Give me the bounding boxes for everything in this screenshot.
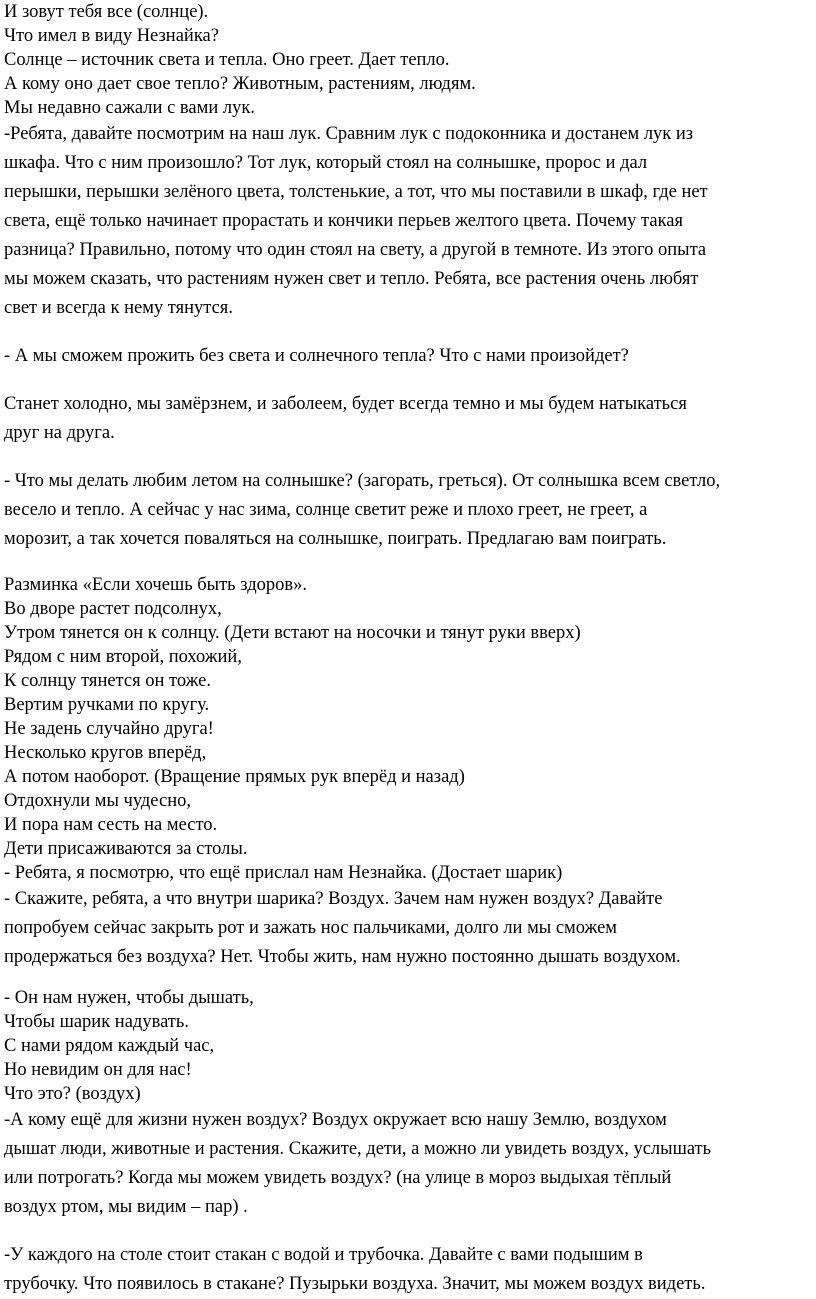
text-line: шкафа. Что с ним произошло? Тот лук, который стоял на солнышке, пророс и дал — [4, 153, 648, 173]
text-line: -У каждого на столе стоит стакан с водой и трубочка. Давайте с вами подышим в — [4, 1245, 643, 1265]
text-line: Несколько кругов вперёд, — [4, 743, 207, 763]
summer-paragraph — [4, 467, 812, 554]
riddle-poem — [4, 986, 812, 1106]
warmup-poem — [4, 573, 812, 885]
text-line: - Что мы делать любим летом на солнышке? (загорать, греться). От солнышка всем светло, — [4, 471, 721, 491]
text-line: К солнцу тянется он тоже. — [4, 671, 211, 691]
text-line: Солнце – источник света и тепла. Оно греет. Дает тепло. — [4, 50, 450, 70]
balloon-paragraph — [4, 885, 812, 972]
intro-lines — [4, 0, 812, 120]
question-paragraph — [4, 342, 812, 371]
text-line: попробуем сейчас закрыть рот и зажать нос пальчиками, долго ли мы сможем — [4, 918, 618, 938]
text-line: воздух ртом, мы видим – пар) . — [4, 1197, 248, 1217]
text-line: Рядом с ним второй, похожий, — [4, 647, 242, 667]
text-line: Чтобы шарик надувать. — [4, 1012, 189, 1032]
text-line: А кому оно дает свое тепло? Животным, растениям, людям. — [4, 74, 476, 94]
text-line: И пора нам сесть на место. — [4, 815, 218, 835]
text-line: друг на друга. — [4, 423, 115, 443]
text-line: Вертим ручками по кругу. — [4, 695, 210, 715]
text-line: И зовут тебя все (солнце). — [4, 2, 209, 22]
text-line: дышат люди, животные и растения. Скажите, дети, а можно ли увидеть воздух, услышать — [4, 1139, 712, 1159]
text-line: Не задень случайно друга! — [4, 719, 214, 739]
answer-paragraph — [4, 390, 812, 448]
text-line: Во дворе растет подсолнух, — [4, 599, 222, 619]
text-line: А потом наоборот. (Вращение прямых рук вперёд и назад) — [4, 767, 465, 787]
text-line: мы можем сказать, что растениям нужен свет и тепло. Ребята, все растения очень любят — [4, 269, 699, 289]
text-line: Разминка «Если хочешь быть здоров». — [4, 575, 307, 595]
text-line: Станет холодно, мы замёрзнем, и заболеем, будет всегда темно и мы будем натыкаться — [4, 394, 687, 414]
text-line: продержаться без воздуха? Нет. Чтобы жить, нам нужно постоянно дышать воздухом. — [4, 947, 681, 967]
text-line: - Он нам нужен, чтобы дышать, — [4, 988, 254, 1008]
text-line: свет и всегда к нему тянутся. — [4, 298, 233, 318]
text-line: морозит, а так хочется поваляться на солнышке, поиграть. Предлагаю вам поиграть. — [4, 529, 667, 549]
text-line: трубочку. Что появилось в стакане? Пузырьки воздуха. Значит, мы можем воздух видеть. — [4, 1274, 706, 1294]
document-page — [4, 0, 812, 1299]
text-line: Мы недавно сажали с вами лук. — [4, 98, 255, 118]
text-line: - Скажите, ребята, а что внутри шарика? Воздух. Зачем нам нужен воздух? Давайте — [4, 889, 663, 909]
text-line: Дети присаживаются за столы. — [4, 839, 248, 859]
text-line: -А кому ещё для жизни нужен воздух? Воздух окружает всю нашу Землю, воздухом — [4, 1110, 667, 1130]
text-line: света, ещё только начинает прорастать и кончики перьев желтого цвета. Почему такая — [4, 211, 683, 231]
text-line: перышки, перышки зелёного цвета, толстенькие, а тот, что мы поставили в шкаф, где нет — [4, 182, 708, 202]
text-line: Утром тянется он к солнцу. (Дети встают на носочки и тянут руки вверх) — [4, 623, 581, 643]
text-line: -Ребята, давайте посмотрим на наш лук. Сравним лук с подоконника и достанем лук из — [4, 124, 694, 144]
text-line: разница? Правильно, потому что один стоял на свету, а другой в темноте. Из этого опыта — [4, 240, 707, 260]
text-line: С нами рядом каждый час, — [4, 1036, 215, 1056]
text-line: - А мы сможем прожить без света и солнечного тепла? Что с нами произойдет? — [4, 346, 629, 366]
glass-paragraph — [4, 1241, 812, 1299]
text-line: Но невидим он для нас! — [4, 1060, 192, 1080]
text-line: или потрогать? Когда мы можем увидеть воздух? (на улице в мороз выдыхая тёплый — [4, 1168, 672, 1188]
text-line: - Ребята, я посмотрю, что ещё прислал нам Незнайка. (Достает шарик) — [4, 863, 563, 883]
text-line: Что это? (воздух) — [4, 1084, 141, 1104]
air-paragraph — [4, 1106, 812, 1222]
onion-paragraph — [4, 120, 812, 323]
text-line: Отдохнули мы чудесно, — [4, 791, 191, 811]
text-line: весело и тепло. А сейчас у нас зима, солнце светит реже и плохо греет, не греет, а — [4, 500, 648, 520]
text-line: Что имел в виду Незнайка? — [4, 26, 219, 46]
